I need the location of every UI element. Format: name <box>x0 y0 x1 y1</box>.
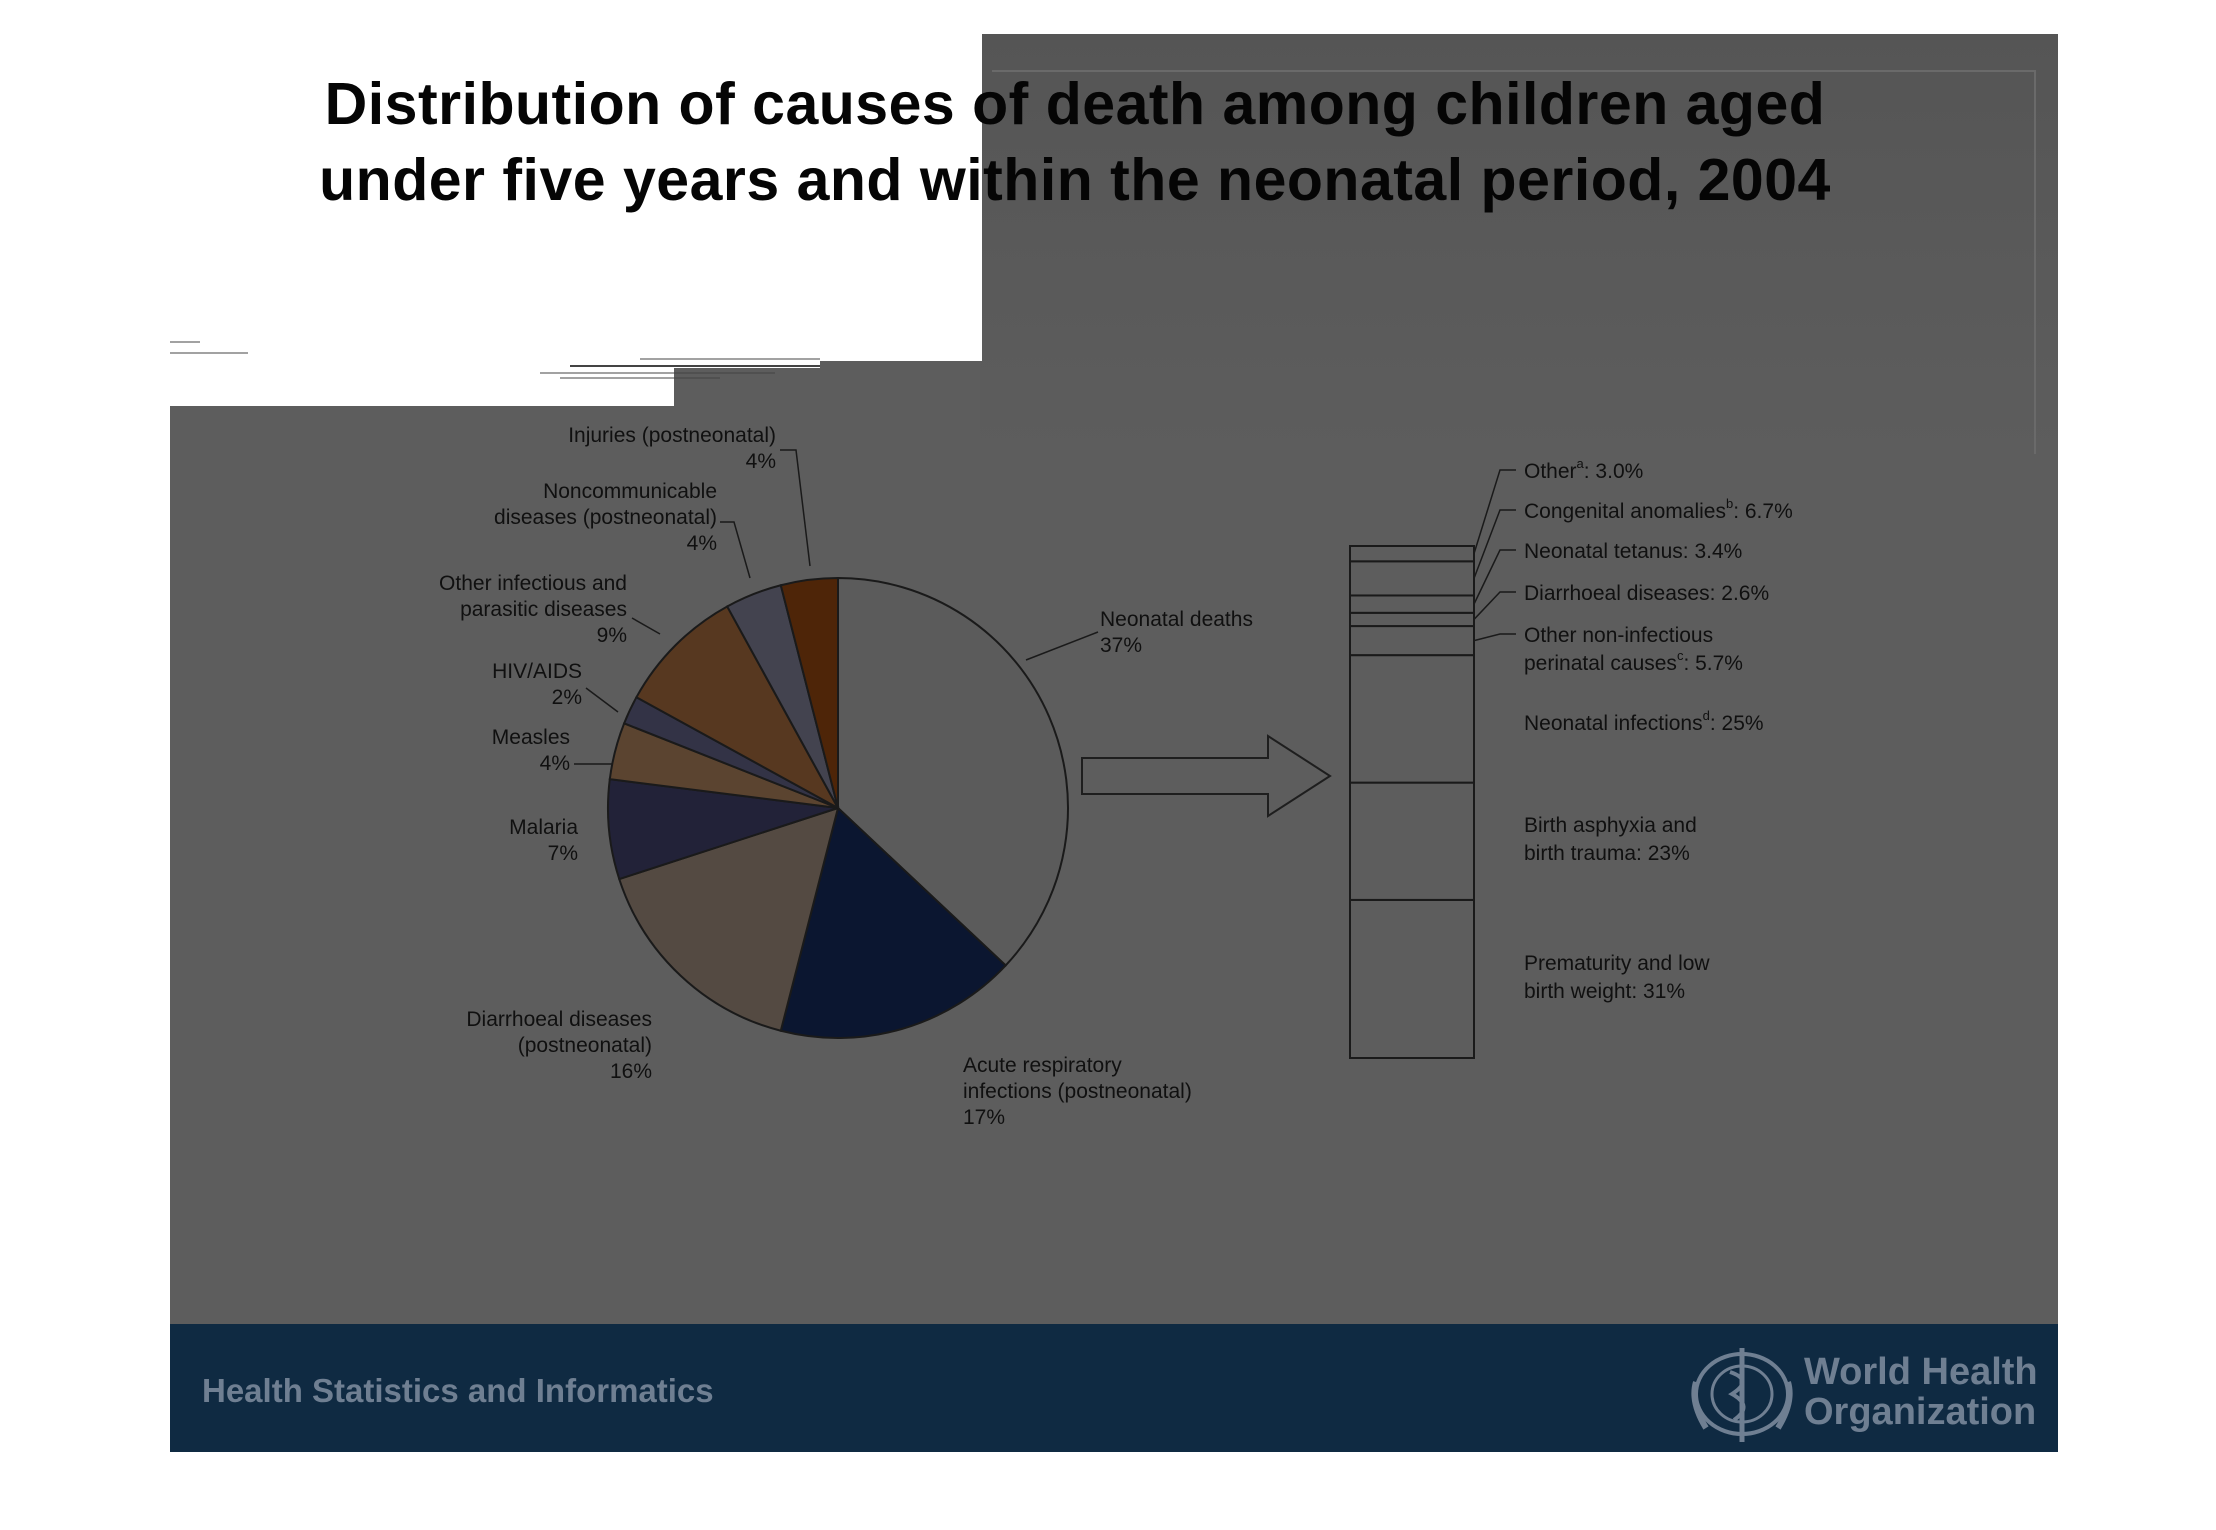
chart-title: Distribution of causes of death among children aged under five years and within the neonatal period, 2004 <box>319 71 1831 213</box>
pie-label-noncommunicable-line: diseases (postneonatal) <box>494 506 717 529</box>
bar-segment-other-non-infectious <box>1350 626 1474 655</box>
bar-label-diarrhoeal-diseases-2-6 <box>1524 582 1769 605</box>
who-emblem-icon <box>1682 1342 1802 1446</box>
bar-label-line: : 5.7% <box>1683 652 1743 675</box>
leader-line <box>586 688 618 712</box>
bar-segment-diarrhoeal-diseases-2-6 <box>1350 613 1474 626</box>
footnote-marker: b <box>1725 496 1734 511</box>
footnote-marker: a <box>1576 456 1584 471</box>
footnote-marker: c <box>1676 648 1684 663</box>
bar-label-congenital-anomalies <box>1524 496 1793 523</box>
bar-label-line: Birth asphyxia and <box>1524 814 1697 837</box>
pie-label-diarrhoeal-diseases-line: 16% <box>609 1060 652 1083</box>
bar-label-other-non-infectious <box>1524 624 1743 675</box>
leader-line <box>1474 510 1516 578</box>
bar-segment-congenital-anomalies <box>1350 561 1474 595</box>
bar-label-prematurity-and-low <box>1524 952 1710 1003</box>
organization-name <box>1804 1352 2038 1432</box>
leader-line <box>1026 632 1098 660</box>
pie-chart <box>608 578 1068 1038</box>
bar-segment-prematurity-and-low <box>1350 900 1474 1058</box>
bar-label-neonatal-infections <box>1524 708 1764 735</box>
leader-line <box>720 522 750 578</box>
pie-label-neonatal-deaths-line: 37% <box>1100 634 1143 657</box>
bar-segment-neonatal-tetanus-3-4 <box>1350 595 1474 612</box>
leader-line <box>1474 634 1516 641</box>
pie-label-malaria-line: 7% <box>547 842 578 865</box>
leader-line <box>1474 550 1516 604</box>
bar-label-birth-asphyxia-and <box>1524 814 1697 865</box>
bar-label-line: birth weight: 31% <box>1524 980 1686 1003</box>
bar-segment-neonatal-infections <box>1350 655 1474 782</box>
pie-label-noncommunicable-line: 4% <box>686 532 717 555</box>
pie-label-acute-respiratory-line: 17% <box>963 1106 1006 1129</box>
bar-label-line: Prematurity and low <box>1524 952 1710 975</box>
bar-segment-birth-asphyxia-and <box>1350 783 1474 900</box>
pie-label-hiv-aids <box>492 660 582 709</box>
bar-label-line: perinatal causes <box>1524 652 1677 675</box>
pie-label-measles-line: Measles <box>491 726 570 749</box>
pie-label-measles-line: 4% <box>539 752 570 775</box>
footnote-marker: d <box>1702 708 1710 723</box>
leader-line <box>1474 592 1516 619</box>
leader-line <box>632 618 660 634</box>
bar-label-line: Neonatal infections <box>1524 712 1703 735</box>
breakdown-arrow <box>1082 736 1330 816</box>
bar-label-line: birth trauma: 23% <box>1524 842 1690 865</box>
pie-label-acute-respiratory-line: Acute respiratory <box>963 1054 1122 1077</box>
pie-label-other-infectious-and-line: Other infectious and <box>439 572 627 595</box>
pie-label-acute-respiratory-line: infections (postneonatal) <box>963 1080 1192 1103</box>
pie-label-diarrhoeal-diseases-line: (postneonatal) <box>517 1034 652 1057</box>
bar-label-line: : 6.7% <box>1733 500 1793 523</box>
pie-label-hiv-aids-line: 2% <box>551 686 582 709</box>
pie-label-noncommunicable <box>494 480 717 555</box>
pie-label-neonatal-deaths <box>1100 608 1253 657</box>
bar-label-line: Congenital anomalies <box>1524 500 1726 523</box>
bar-label-line: : 3.0% <box>1583 460 1644 483</box>
bar-label-line: Other <box>1524 460 1577 483</box>
pie-label-malaria <box>509 816 578 865</box>
pie-label-malaria-line: Malaria <box>509 816 578 839</box>
pie-label-measles <box>492 726 570 775</box>
organization-name-line-2: Organization <box>1804 1391 2037 1433</box>
bar-segment-other <box>1350 546 1474 561</box>
stacked-bar-chart <box>1350 546 1474 1058</box>
pie-label-hiv-aids-line: HIV/AIDS <box>492 660 582 683</box>
bar-label-line: : 25% <box>1709 712 1764 735</box>
bar-label-line: Diarrhoeal diseases: 2.6% <box>1524 582 1770 605</box>
pie-label-acute-respiratory <box>963 1054 1192 1129</box>
pie-label-other-infectious-and <box>439 572 627 647</box>
leader-line <box>780 450 810 566</box>
bar-label-line: Other non-infectious <box>1524 624 1714 647</box>
pie-label-neonatal-deaths-line: Neonatal deaths <box>1100 608 1253 631</box>
pie-label-noncommunicable-line: Noncommunicable <box>543 480 717 503</box>
footer-band <box>170 1324 2058 1452</box>
leader-line <box>1474 470 1516 554</box>
stacked-bar-labels <box>1474 456 1793 1003</box>
pie-label-other-infectious-and-line: 9% <box>596 624 627 647</box>
bar-label-other <box>1524 456 1643 483</box>
organization-name-line-1: World Health <box>1804 1351 2038 1393</box>
pie-label-other-infectious-and-line: parasitic diseases <box>460 598 627 621</box>
footer-text: Health Statistics and Informatics <box>202 1372 714 1409</box>
pie-label-injuries-postneonatal-line: 4% <box>745 450 776 473</box>
pie-label-diarrhoeal-diseases-line: Diarrhoeal diseases <box>466 1008 652 1031</box>
pie-label-injuries-postneonatal <box>568 424 776 473</box>
pie-label-diarrhoeal-diseases <box>466 1008 652 1083</box>
bar-label-line: Neonatal tetanus: 3.4% <box>1524 540 1743 563</box>
bar-label-neonatal-tetanus-3-4 <box>1524 540 1742 563</box>
pie-label-injuries-postneonatal-line: Injuries (postneonatal) <box>568 424 776 447</box>
